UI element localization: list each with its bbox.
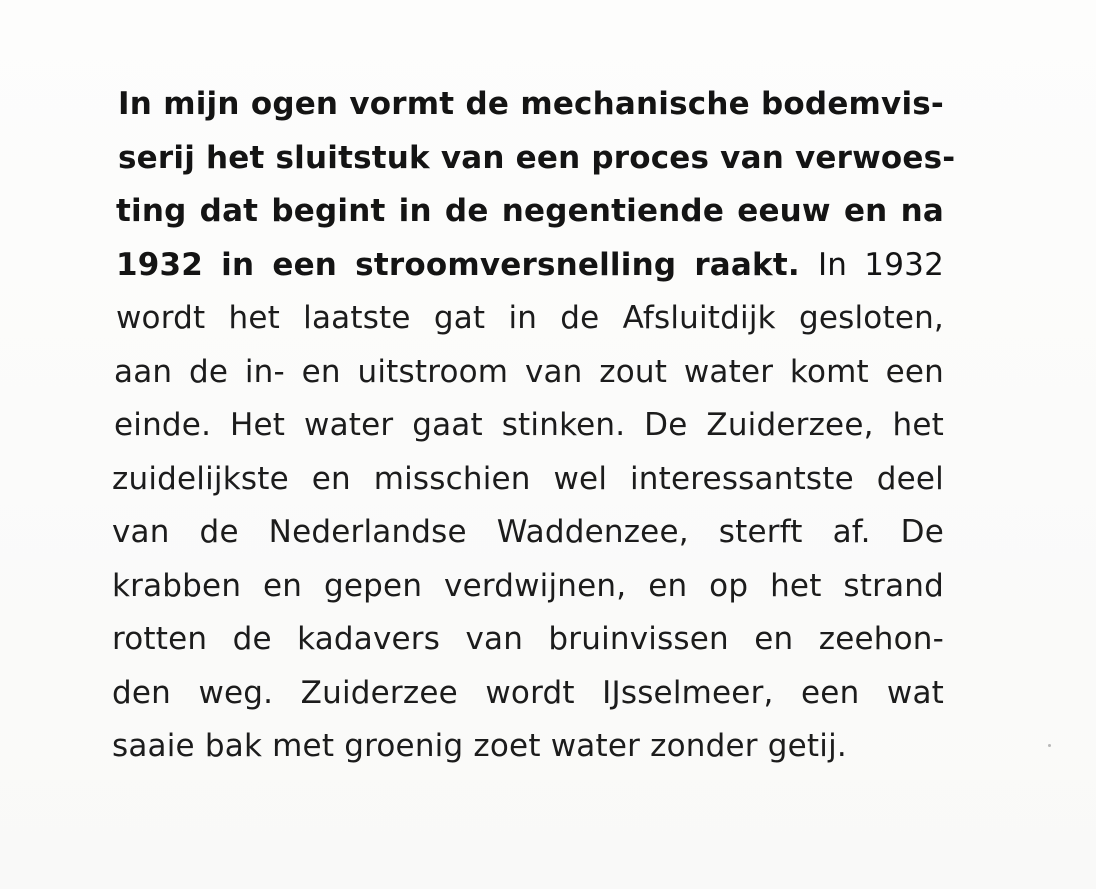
paragraph-line-11: rotten de kadavers van bruinvissen en zeehon- [112,621,944,657]
paragraph-line-7: einde. Het water gaat stinken. De Zuiderzee, het [114,407,944,443]
paragraph-line-6: aan de in- en uitstroom van zout water komt een [114,353,944,390]
paragraph-line-3: ting dat begint in de negentiende eeuw en na [116,193,944,229]
paragraph-line-10: krabben en gepen verdwijnen, en op het strand [112,567,944,604]
paragraph-line-4 [112,239,944,293]
paragraph-line-13: saaie bak met groenig zoet water zonder getij. [112,728,847,764]
paragraph-line-1: In mijn ogen vormt de mechanische bodemvis- [118,86,944,122]
normal-sentence-start: In 1932 [817,246,944,283]
paragraph-line-5: wordt het laatste gat in de Afsluitdijk gesloten, [116,300,944,336]
bold-sentence-end: 1932 in een stroomversnelling raakt. [116,246,800,283]
paragraph-line-9: van de Nederlandse Waddenzee, sterft af. De [112,514,944,550]
paragraph-line-2: serij het sluitstuk van een proces van verwoes- [118,139,956,176]
paper-speck [1048,744,1051,747]
text-column [112,78,956,774]
paragraph-line-8: zuidelijkste en misschien wel interessantste deel [112,460,944,497]
paragraph-line-12: den weg. Zuiderzee wordt IJsselmeer, een wat [112,674,944,711]
